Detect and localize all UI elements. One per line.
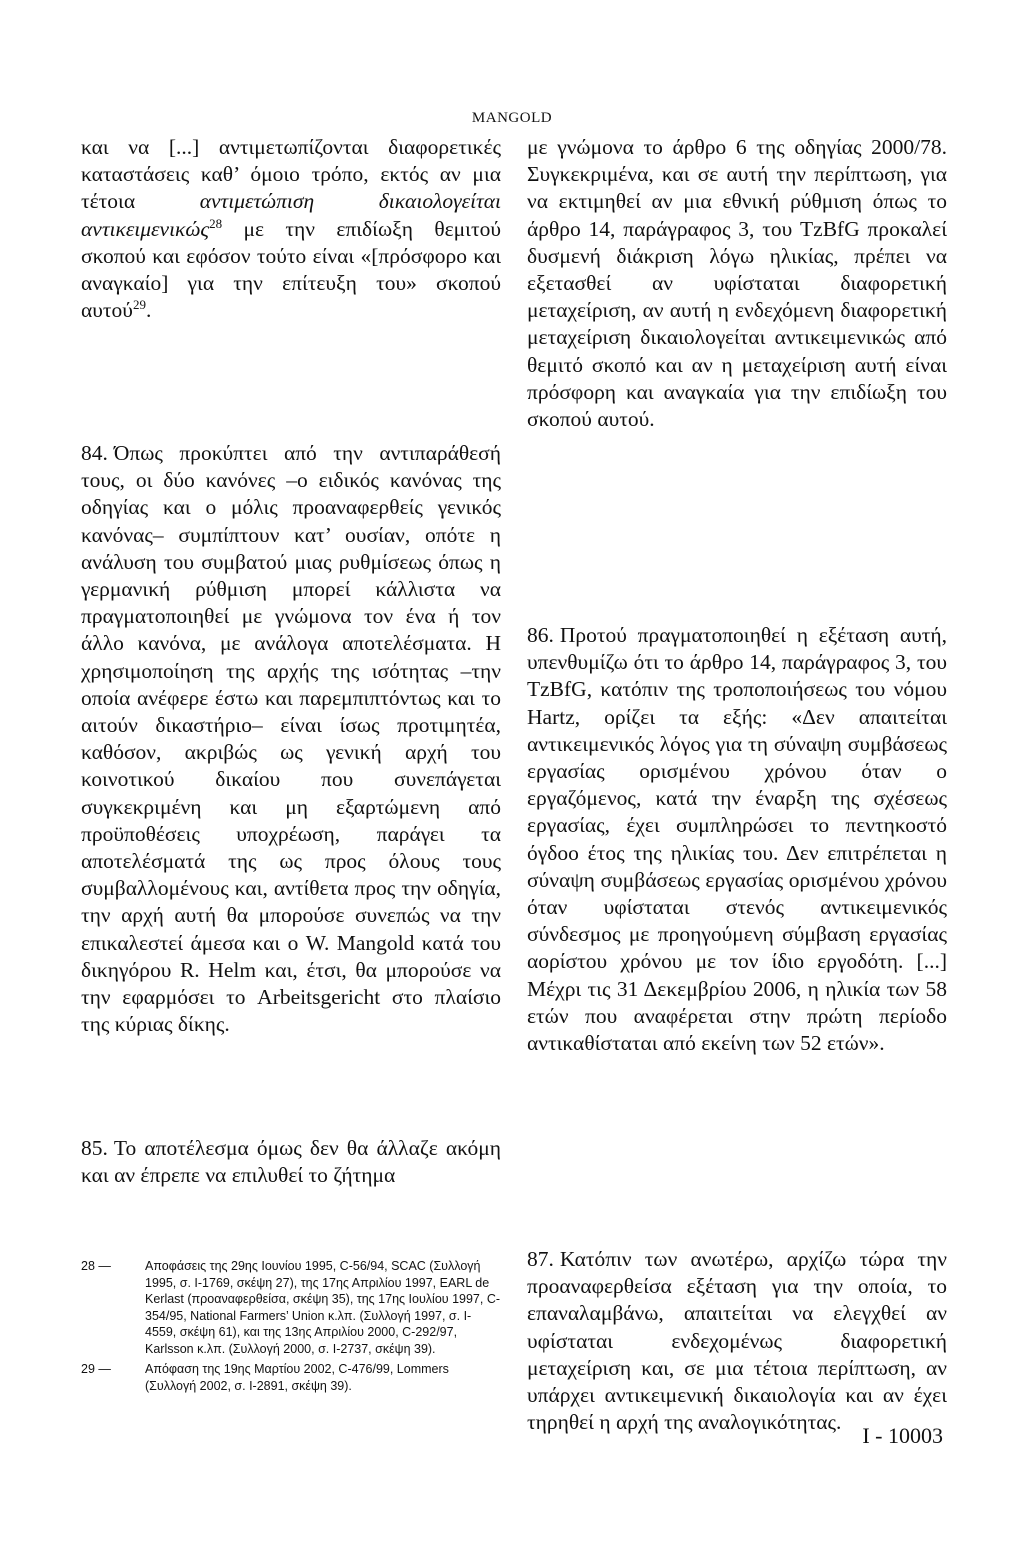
page-number: I - 10003 [862, 1423, 943, 1448]
footnote-label: 28 — [81, 1259, 111, 1273]
paragraph-number: 84. [81, 441, 108, 465]
running-head: MANGOLD [471, 110, 553, 126]
paragraph-continued [81, 134, 501, 324]
paragraph-text: Κατόπιν των ανωτέρω, αρχίζω τώρα την προαναφερθείσα εξέταση για την οποία, το επαναλαμβάνω, απαιτείται να ελεγχθεί αν υφίσταται ενδεχομένως διαφορετική μεταχείριση και, σε μια τέτοια περίπτωση, αν υπάρχει αντικειμενική δικαιολογία και αν έχει τηρηθεί η αρχή της αναλογικότητας. [527, 1247, 947, 1435]
paragraph-number: 87. [527, 1247, 554, 1271]
paragraph-text: με γνώμονα το άρθρο 6 της οδηγίας 2000/78. Συγκεκριμένα, και σε αυτή την περίπτωση, για να εκτιμηθεί αν μια εθνική ρύθμιση όπως το άρθρο 14, παράγραφος 3, του TzBfG προκαλεί δυσμενή διάκριση λόγω ηλικίας, πρέπει να εξετασθεί αν υφίσταται διαφορετική μεταχείριση, αν αυτή η ενδεχόμενη διαφορετική μεταχείριση δικαιολογείται αντικειμενικώς από θεμιτό σκοπό και αν η μεταχείριση αυτή είναι πρόσφορη και αναγκαία για την επιδίωξη του σκοπού αυτού. [527, 135, 947, 432]
paragraph-text: Το αποτέλεσμα όμως δεν θα άλλαζε ακόμη και αν έπρεπε να επιλυθεί το ζήτημα [81, 1136, 501, 1188]
paragraph-number: 85. [81, 1136, 108, 1160]
footnote-text: Απόφαση της 19ης Μαρτίου 2002, C-476/99, Lommers (Συλλογή 2002, σ. I-2891, σκέψη 39). [145, 1362, 449, 1393]
footnote-ref-29[interactable]: 29 [132, 297, 146, 313]
paragraph-84 [81, 440, 501, 1038]
paragraph-85 [81, 1135, 501, 1189]
paragraph-87 [527, 1246, 947, 1436]
paragraph-text: με την επιδίωξη θεμιτού σκοπού και εφόσον τούτο είναι «[πρόσφορο και αναγκαίο] για την επίτευξη του» σκοπού αυτού [81, 216, 501, 323]
footnote-29 [81, 1361, 501, 1394]
paragraph-text: . [145, 298, 152, 323]
paragraph-86 [527, 622, 947, 1057]
paragraph-text: και να [...] αντιμετωπίζονται διαφορετικές καταστάσεις καθ’ όμοιο τρόπο, εκτός αν μια τέτοια [81, 135, 501, 214]
italic-phrase: αντιμετώπιση δικαιολογείται αντικειμενικώς [81, 189, 501, 241]
paragraph-number: 86. [527, 623, 554, 647]
footnote-ref-28[interactable]: 28 [209, 215, 223, 231]
left-column-continuation [81, 134, 501, 324]
paragraph-text: Όπως προκύπτει από την αντιπαράθεσή τους, οι δύο κανόνες –ο ειδικός κανόνας της οδηγίας και ο μόλις προαναφερθείς γενικός κανόνας– συμπίπτουν κατ’ ουσίαν, οπότε η ανάλυση του συμβατού μιας ρυθμίσεως όπως η γερμανική ρύθμιση μπορεί κάλλιστα να πραγματοποιηθεί με γνώμονα τον ένα ή τον άλλο κανόνα, με ανάλογα αποτελέσματα. Η χρησιμοποίηση της αρχής της ισότητας –την οποία ανέφερε έστω και παρεμπιπτόντως και το αιτούν δικαστήριο– είναι ίσως προτιμητέα, καθόσον, ακριβώς ως γενική αρχή του κοινοτικού δικαίου που συνεπάγεται συγκεκριμένη και μη εξαρτώμενη από προϋποθέσεις υποχρέωση, παράγει τα αποτελέσματά της ως προς όλους τους συμβαλλομένους και, αντίθετα προς την οδηγία, την αρχή αυτή θα μπορούσε συνεπώς να την επικαλεστεί άμεσα και ο W. Mangold κατά του δικηγόρου R. Helm και, έτσι, θα μπορούσε να την εφαρμόσει το Arbeitsgericht στο πλαίσιο της κύριας δίκης. [81, 441, 501, 1037]
right-column-continuation [527, 134, 947, 433]
footnote-text: Αποφάσεις της 29ης Ιουνίου 1995, C-56/94, SCAC (Συλλογή 1995, σ. I-1769, σκέψη 27), της 17ης Απριλίου 1997, EARL de Kerlast (προαναφερθείσα, σκέψη 35), της 17ης Ιουλίου 1997, C-354/95, National Farmers’ Union κ.λπ. (Συλλογή 1997, σ. I-4559, σκέψη 61), και της 13ης Απριλίου 2000, C-292/97, Karlsson κ.λπ. (Συλλογή 2000, σ. I-2737, σκέψη 39). [145, 1259, 501, 1356]
footnotes [81, 1258, 501, 1398]
footnote-label: 29 — [81, 1362, 111, 1376]
paragraph-text: Προτού πραγματοποιηθεί η εξέταση αυτή, υπενθυμίζω ότι το άρθρο 14, παράγραφος 3, του TzBfG, κατόπιν της τροποποιήσεως του νόμου Hartz, ορίζει τα εξής: «Δεν απαιτείται αντικειμενικός λόγος για τη σύναψη συμβάσεως εργασίας ορισμένου χρόνου όταν ο εργαζόμενος, κατά την έναρξη της σχέσεως εργασίας, έχει συμπληρώσει το πεντηκοστό όγδοο έτος της ηλικίας του. Δεν επιτρέπεται η σύναψη συμβάσεως εργασίας ορισμένου χρόνου όταν υφίσταται στενός αντικειμενικός σύνδεσμος με προηγούμενη σύμβαση εργασίας αορίστου χρόνου με τον ίδιο εργοδότη. [...] Μέχρι τις 31 Δεκεμβρίου 2006, η ηλικία των 58 ετών που αναφέρεται στην πρώτη περίοδο αντικαθίσταται από εκείνη των 52 ετών». [527, 623, 947, 1056]
footnote-28 [81, 1258, 501, 1357]
